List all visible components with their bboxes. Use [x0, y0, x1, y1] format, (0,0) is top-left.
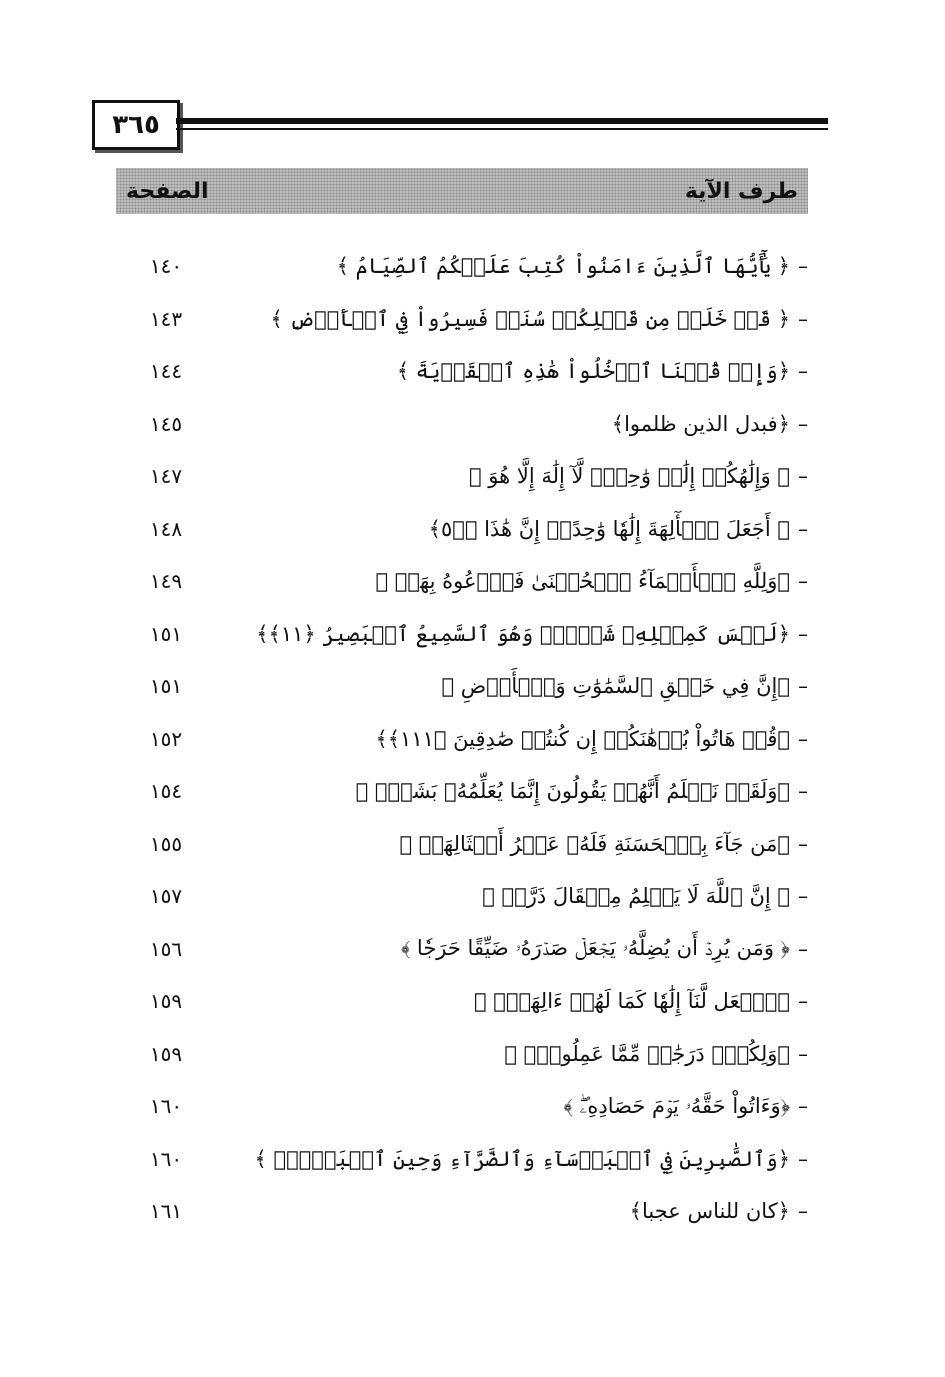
verse-text: ﴿ إِنَّ ٱللَّهَ لَا يَظۡلِمُ مِثۡقَالَ ذَرَّةٖ ﴾	[482, 884, 790, 909]
page-ref: ١٥٦	[149, 936, 183, 961]
page-ref: ١٥٤	[149, 779, 183, 804]
verse-cell	[356, 779, 808, 803]
table-row	[116, 345, 808, 398]
verse-text: ﴿وَلَقَدۡ نَعۡلَمُ أَنَّهُمۡ يَقُولُونَ إِنَّمَا يُعَلِّمُهُۥ بَشَرٞۗ ﴾	[355, 779, 790, 804]
table-row	[116, 660, 808, 713]
page-ref: ١٤٨	[149, 516, 183, 541]
verse-text: ﴿مَن جَآءَ بِٱلۡحَسَنَةِ فَلَهُۥ عَشۡرُ أَمۡثَالِهَاۖ ﴾	[399, 831, 790, 856]
table-row	[116, 765, 808, 818]
column-header-page: الصفحة	[126, 178, 209, 204]
row-dash: –	[798, 936, 808, 961]
verse-text: ﴿ يَٰٓأَيُّهَا ٱلَّذِينَ ءَامَنُواْ كُتِبَ عَلَيۡكُمُ ٱلصِّيَامُ ﴾	[336, 254, 790, 279]
table-row	[116, 555, 808, 608]
header-rule	[176, 118, 828, 130]
verse-cell	[401, 936, 808, 961]
page-number: ٣٦٥	[92, 100, 180, 150]
row-dash: –	[798, 1199, 808, 1224]
verse-cell	[441, 674, 808, 698]
verse-text: ﴿ وَمَن يُرِدۡ أَن يُضِلَّهُۥ يَجۡعَلۡ صَدۡرَهُۥ ضَيِّقًا حَرَجٗا ﴾	[400, 936, 790, 961]
verse-cell	[375, 727, 808, 751]
row-dash: –	[798, 359, 808, 384]
row-dash: –	[798, 306, 808, 331]
page-ref: ١٦٠	[149, 1094, 183, 1119]
page-ref: ١٤٥	[149, 411, 183, 436]
row-dash: –	[798, 1094, 808, 1119]
row-dash: –	[798, 1146, 808, 1171]
page-ref: ١٥٩	[149, 1041, 183, 1066]
row-dash: –	[798, 569, 808, 594]
row-dash: –	[798, 254, 808, 279]
verse-text: ﴿ وَإِلَٰهُكُمۡ إِلَٰهٞ وَٰحِدٞۖ لَّآ إِلَٰهَ إِلَّا هُوَ ﴾	[468, 464, 790, 489]
verse-text: ﴿وَلِلَّهِ ٱلۡأَسۡمَآءُ ٱلۡحُسۡنَىٰ فَٱدۡعُوهُ بِهَاۖ ﴾	[375, 569, 790, 594]
row-dash: –	[798, 779, 808, 804]
page-ref: ١٥٩	[149, 989, 183, 1014]
row-dash: –	[798, 884, 808, 909]
page-ref: ١٦٠	[149, 1146, 183, 1171]
rule-thin	[176, 128, 828, 130]
page-ref: ١٤٠	[149, 254, 183, 279]
verse-text: ﴿فبدل الذين ظلموا﴾	[611, 411, 790, 436]
table-row	[116, 608, 808, 661]
page-ref: ١٤٧	[149, 464, 183, 489]
page-ref: ١٦١	[149, 1199, 183, 1224]
table-row	[116, 1133, 808, 1186]
page-ref: ١٤٣	[149, 306, 183, 331]
table-row	[116, 503, 808, 556]
verse-text: ﴿ٱجۡعَل لَّنَآ إِلَٰهٗا كَمَا لَهُمۡ ءَالِهَةٞۚ ﴾	[474, 989, 790, 1014]
verse-cell	[270, 307, 808, 331]
table-row	[116, 870, 808, 923]
verse-cell	[429, 517, 808, 541]
row-dash: –	[798, 989, 808, 1014]
index-table	[116, 240, 808, 1238]
row-dash: –	[798, 726, 808, 751]
verse-text: ﴿وَءَاتُواْ حَقَّهُۥ يَوۡمَ حَصَادِهِۦۖ ﴾	[563, 1093, 790, 1118]
verse-cell	[399, 832, 808, 856]
page-ref: ١٥٧	[149, 884, 183, 909]
column-header-verse: طرف الآية	[684, 178, 798, 204]
row-dash: –	[798, 516, 808, 541]
verse-cell	[397, 359, 808, 383]
verse-text: ﴿وَٱلصَّٰبِرِينَ فِي ٱلۡبَأۡسَآءِ وَٱلضَّرَّآءِ وَحِينَ ٱلۡبَأۡسِۗ ﴾	[254, 1146, 790, 1171]
verse-text: ﴿إِنَّ فِي خَلۡقِ ٱلسَّمَٰوَٰتِ وَٱلۡأَرۡضِ ﴾	[441, 674, 790, 699]
page-ref: ١٥٢	[149, 726, 183, 751]
verse-cell	[375, 569, 808, 593]
table-row	[116, 293, 808, 346]
table-row	[116, 398, 808, 451]
row-dash: –	[798, 464, 808, 489]
verse-cell	[474, 989, 808, 1013]
table-row	[116, 818, 808, 871]
verse-cell	[504, 1042, 808, 1066]
row-dash: –	[798, 621, 808, 646]
table-row	[116, 240, 808, 293]
verse-text: ﴿ أَجَعَلَ ٱلۡأٓلِهَةَ إِلَٰهٗا وَٰحِدًاۖ إِنَّ هَٰذَا ﴾﴿٥﴾	[428, 516, 790, 541]
row-dash: –	[798, 831, 808, 856]
page-ref: ١٤٩	[149, 569, 183, 594]
verse-text: ﴿وَإِذۡ قُلۡنَا ٱدۡخُلُواْ هَٰذِهِ ٱلۡقَرۡيَةَ ﴾	[396, 359, 790, 384]
column-header-band	[116, 168, 808, 214]
row-dash: –	[798, 411, 808, 436]
verse-cell	[482, 884, 808, 908]
page-ref: ١٥١	[149, 621, 183, 646]
verse-text: ﴿وَلِكُلّٖ دَرَجَٰتٞ مِّمَّا عَمِلُواْۚ ﴾	[504, 1041, 790, 1066]
verse-cell	[469, 464, 808, 488]
verse-text: ﴿كان للناس عجبا﴾	[629, 1199, 790, 1224]
table-row	[116, 975, 808, 1028]
verse-cell	[256, 622, 808, 646]
table-row	[116, 923, 808, 976]
table-row	[116, 1080, 808, 1133]
row-dash: –	[798, 674, 808, 699]
verse-cell	[612, 412, 808, 436]
table-row	[116, 1185, 808, 1238]
row-dash: –	[798, 1041, 808, 1066]
verse-cell	[630, 1199, 808, 1223]
table-row	[116, 1028, 808, 1081]
verse-cell	[563, 1094, 808, 1119]
verse-text: ﴿قُلۡ هَاتُواْ بُرۡهَٰنَكُمۡ إِن كُنتُمۡ صَٰدِقِينَ ﴿١١١﴾﴾	[375, 726, 790, 751]
table-row	[116, 450, 808, 503]
verse-cell	[337, 254, 808, 278]
verse-cell	[254, 1147, 808, 1171]
verse-text: ﴿لَيۡسَ كَمِثۡلِهِۦ شَيۡءٞۖ وَهُوَ ٱلسَّمِيعُ ٱلۡبَصِيرُ ﴿١١﴾﴾	[256, 621, 790, 646]
page-ref: ١٥١	[149, 674, 183, 699]
page-ref: ١٥٥	[149, 831, 183, 856]
page-ref: ١٤٤	[149, 359, 183, 384]
verse-text: ﴿ قَدۡ خَلَتۡ مِن قَبۡلِكُمۡ سُنَنٞ فَسِيرُواْ فِي ٱلۡأَرۡضِ ﴾	[270, 306, 790, 331]
table-row	[116, 713, 808, 766]
